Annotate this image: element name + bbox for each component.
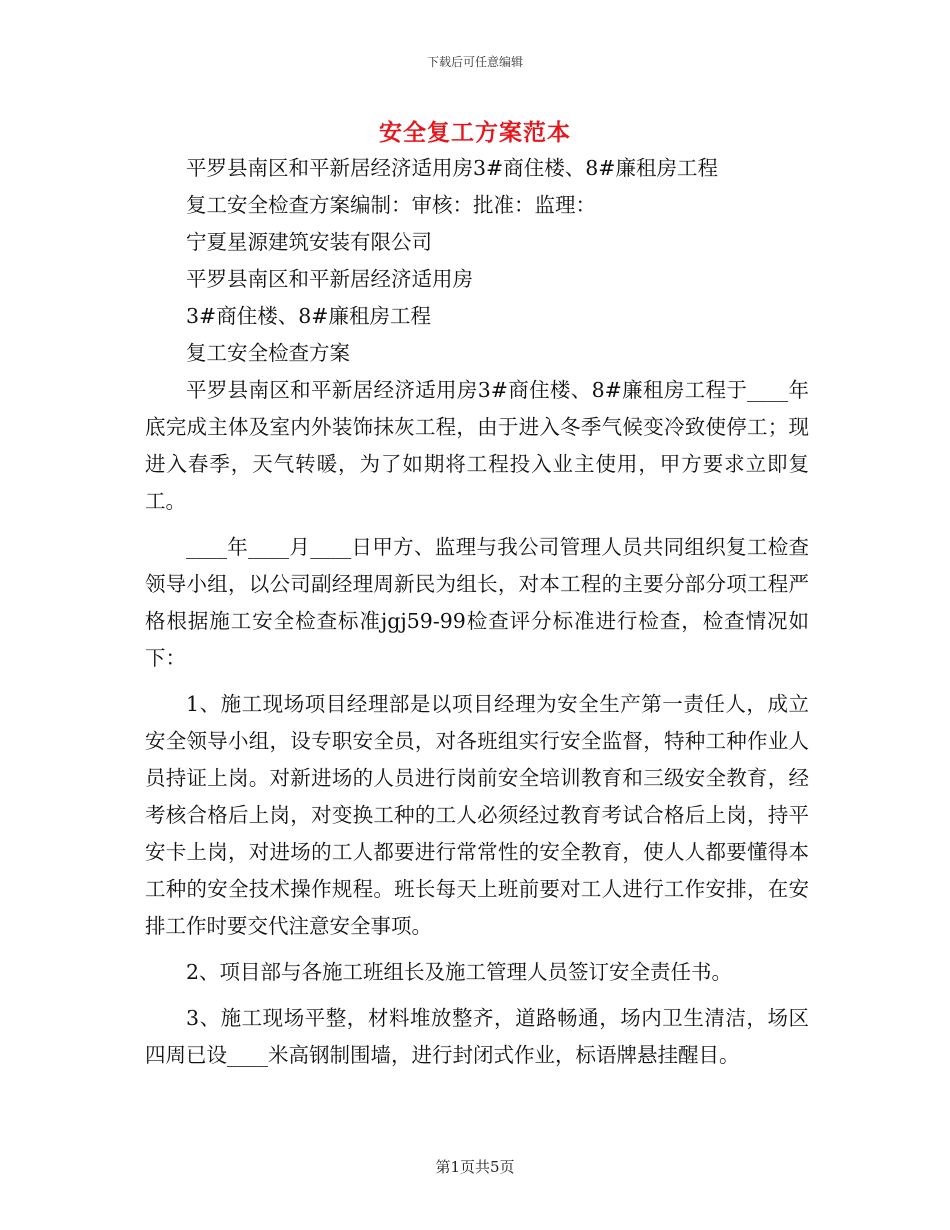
- paragraph-item-1: 1、施工现场项目经理部是以项目经理为安全生产第一责任人，成立安全领导小组，设专职安全员，对各班组实行安全监督，特种工种作业人员持证上岗。对新进场的人员进行岗前安全培训教育和三级安全教育，经考核合格后上岗，对变换工种的工人必须经过教育考试合格后上岗，持平安卡上岗，对进场的工人都要进行常常性的安全教育，使人人都要懂得本工种的安全技术操作规程。班长每天上班前要对工人进行工作安排，在安排工作时要交代注意安全事项。: [145, 692, 809, 938]
- paragraph-inspection: ____年____月____日甲方、监理与我公司管理人员共同组织复工检查领导小组，以公司副经理周新民为组长，对本工程的主要分部分项工程严格根据施工安全检查标准jgj59-99检查评分标准进行检查，检查情况如下：: [145, 535, 809, 670]
- paragraph-item-3: 3、施工现场平整，材料堆放整齐，道路畅通，场内卫生清洁，场区四周已设____米高钢制围墙，进行封闭式作业，标语牌悬挂醒目。: [145, 1006, 809, 1067]
- document-body: [145, 150, 809, 1074]
- plan-title-line: 复工安全检查方案: [186, 341, 350, 365]
- page-number: 第1页共5页: [435, 1158, 515, 1176]
- project-name-line: 平罗县南区和平新居经济适用房3#商住楼、8#廉租房工程: [186, 156, 718, 180]
- building-line: 3#商住楼、8#廉租房工程: [186, 304, 431, 328]
- paragraph-intro: 平罗县南区和平新居经济适用房3#商住楼、8#廉租房工程于____年底完成主体及室内外装饰抹灰工程，由于进入冬季气候变冷致使停工；现进入春季，天气转暖，为了如期将工程投入业主使用，甲方要求立即复工。: [145, 378, 809, 513]
- paragraph-item-2: 2、项目部与各施工班组长及施工管理人员签订安全责任书。: [186, 960, 733, 984]
- header-note: 下载后可任意编辑: [426, 55, 523, 69]
- project-location-line: 平罗县南区和平新居经济适用房: [186, 267, 473, 291]
- company-line: 宁夏星源建筑安装有限公司: [186, 230, 432, 254]
- approval-line: 复工安全检查方案编制：审核：批准：监理：: [186, 193, 596, 217]
- document-title: 安全复工方案范本: [379, 119, 571, 146]
